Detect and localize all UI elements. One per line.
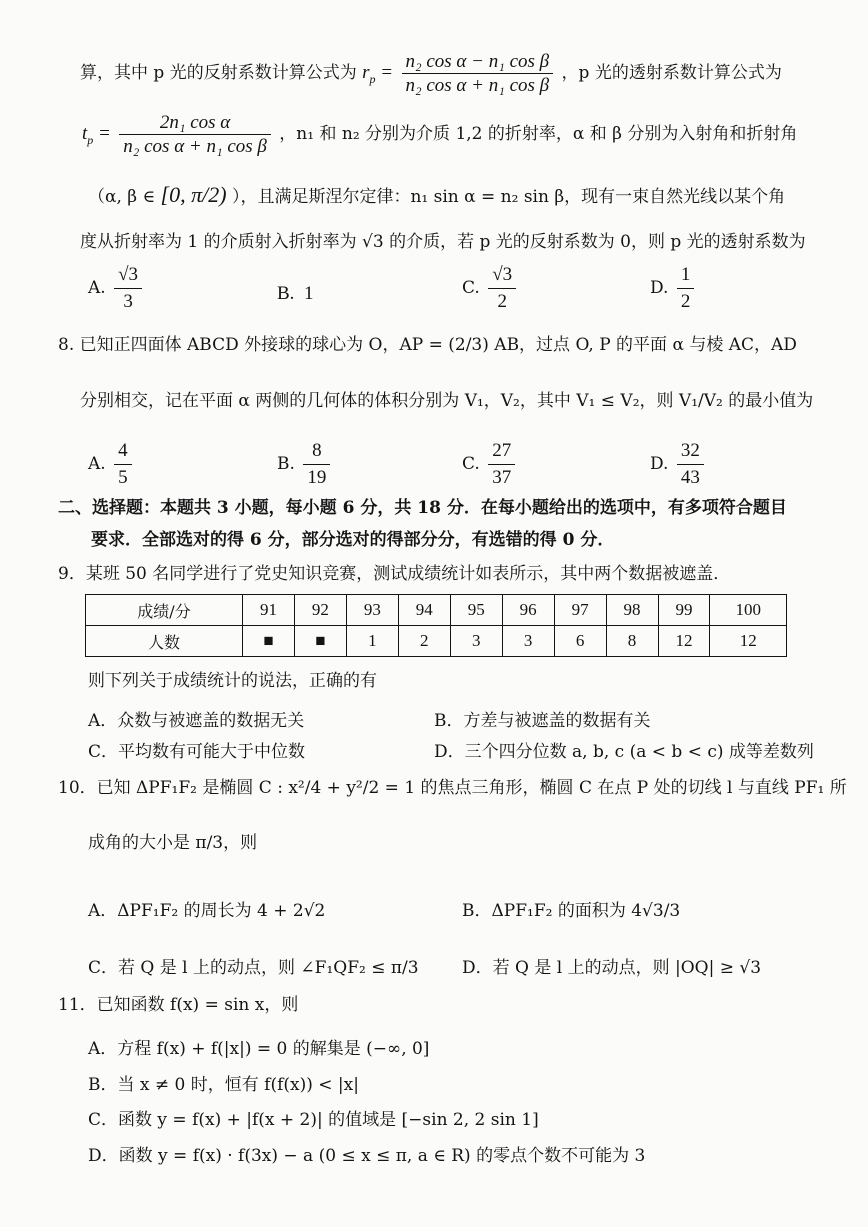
table-cell: 3 xyxy=(450,626,502,657)
reflection-fraction xyxy=(402,52,554,95)
table-cell: 96 xyxy=(502,595,554,626)
table-cell: 12 xyxy=(710,626,787,657)
q9-option-b: B．方差与被遮盖的数据有关 xyxy=(434,711,651,731)
q11-option-b: B．当 x ≠ 0 时，恒有 f(f(x)) < |x| xyxy=(88,1075,359,1095)
q11-stem: 11．已知函数 f(x) = sin x，则 xyxy=(58,995,299,1015)
q10-option-a: A．ΔPF₁F₂ 的周长为 4 + 2√2 xyxy=(88,901,326,921)
table-cell: 6 xyxy=(554,626,606,657)
q7-line1 xyxy=(80,52,782,95)
table-row xyxy=(86,626,787,657)
q8-line1: 8. 已知正四面体 ABCD 外接球的球心为 O，AP = (2/3) AB，过点 O, P 的平面 α 与棱 AC，AD xyxy=(58,335,797,355)
table-cell: 3 xyxy=(502,626,554,657)
section2-line1: 二、选择题：本题共 3 小题，每小题 6 分，共 18 分．在每小题给出的选项中，有多项符合题目 xyxy=(58,498,787,518)
q8-option-b: B. $\frac{8}{19}$ xyxy=(277,440,333,489)
table-cell: 97 xyxy=(554,595,606,626)
q8-option-d: D. $\frac{32}{43}$ xyxy=(650,440,707,489)
score-header: 成绩/分 xyxy=(86,595,243,626)
table-cell: 93 xyxy=(346,595,398,626)
transmission-denominator: n₂ cos α + n₁ cos β xyxy=(123,136,267,157)
table-cell: 1 xyxy=(346,626,398,657)
q7-line3-text-a: （α, β ∈ xyxy=(88,187,156,207)
table-cell: 92 xyxy=(294,595,346,626)
q8-line2: 分别相交，记在平面 α 两侧的几何体的体积分别为 V₁，V₂，其中 V₁ ≤ V₂，则 V₁/V₂ 的最小值为 xyxy=(80,391,814,411)
table-cell: 95 xyxy=(450,595,502,626)
q10-line2: 成角的大小是 π/3，则 xyxy=(88,833,258,853)
q7-line3-text-b: ），且满足斯涅尔定律：n₁ sin α = n₂ sin β，现有一束自然光线以某个角 xyxy=(231,187,786,207)
q10-option-b: B．ΔPF₁F₂ 的面积为 4√3/3 xyxy=(462,901,681,921)
q11-option-d: D．函数 y = f(x) · f(3x) − a (0 ≤ x ≤ π, a ∈ R) 的零点个数不可能为 3 xyxy=(88,1146,646,1166)
table-cell: 94 xyxy=(398,595,450,626)
count-header: 人数 xyxy=(86,626,243,657)
q7-line2 xyxy=(82,113,797,156)
table-cell: 91 xyxy=(243,595,295,626)
q10-option-c: C．若 Q 是 l 上的动点，则 ∠F₁QF₂ ≤ π/3 xyxy=(88,958,419,978)
q9-question: 则下列关于成绩统计的说法，正确的有 xyxy=(88,671,377,691)
q7-line4: 度从折射率为 1 的介质射入折射率为 √3 的介质，若 p 光的反射系数为 0，则 p 光的透射系数为 xyxy=(80,232,806,252)
reflection-numerator: n₂ cos α − n₁ cos β xyxy=(402,52,554,74)
q9-stem: 9．某班 50 名同学进行了党史知识竞赛，测试成绩统计如表所示，其中两个数据被遮盖． xyxy=(58,564,731,584)
table-cell: 98 xyxy=(606,595,658,626)
section2-line2: 要求．全部选对的得 6 分，部分选对的得部分分，有选错的得 0 分． xyxy=(91,530,615,550)
q9-option-c: C．平均数有可能大于中位数 xyxy=(88,742,306,762)
score-table xyxy=(85,594,787,657)
q8-option-c: C. $\frac{27}{37}$ xyxy=(462,440,518,489)
q7-option-c: C. $\frac{√3}{2}$ xyxy=(462,264,519,313)
q7-option-b: B. 1 xyxy=(277,283,314,304)
q9-option-a: A．众数与被遮盖的数据无关 xyxy=(88,711,305,731)
q8-option-a: A. $\frac{4}{5}$ xyxy=(88,440,135,489)
q11-option-c: C．函数 y = f(x) + |f(x + 2)| 的值域是 [−sin 2, 2 sin 1] xyxy=(88,1110,539,1130)
table-cell: 8 xyxy=(606,626,658,657)
table-cell: 100 xyxy=(710,595,787,626)
q10-option-d: D．若 Q 是 l 上的动点，则 |OQ| ≥ √3 xyxy=(462,958,762,978)
q10-line1: 10．已知 ΔPF₁F₂ 是椭圆 C : x²/4 + y²/2 = 1 的焦点三角形，椭圆 C 在点 P 处的切线 l 与直线 PF₁ 所 xyxy=(58,778,847,798)
masked-cell: ■ xyxy=(243,626,295,657)
q9-option-d: D．三个四分位数 a, b, c (a < b < c) 成等差数列 xyxy=(434,742,814,762)
q7-option-a: A. $\frac{√3}{3}$ xyxy=(88,264,145,313)
r-symbol: $r_p$ = xyxy=(362,62,394,86)
reflection-denominator: n₂ cos α + n₁ cos β xyxy=(405,75,550,96)
t-symbol: $t_p$ = xyxy=(82,123,111,147)
q7-line1-text-b: ，p 光的透射系数计算公式为 xyxy=(561,63,782,83)
table-row xyxy=(86,595,787,626)
q7-line2-text: ，n₁ 和 n₂ 分别为介质 1,2 的折射率，α 和 β 分别为入射角和折射角 xyxy=(279,124,798,144)
transmission-fraction xyxy=(119,113,271,156)
transmission-numerator: 2n₁ cos α xyxy=(119,113,271,135)
table-cell: 12 xyxy=(658,626,710,657)
q7-line3 xyxy=(88,184,785,206)
q7-line1-text-a: 算，其中 p 光的反射系数计算公式为 xyxy=(80,63,357,83)
angle-interval: [0, π/2) xyxy=(160,182,227,207)
q11-option-a: A．方程 f(x) + f(|x|) = 0 的解集是 (−∞, 0] xyxy=(88,1039,430,1059)
table-cell: 2 xyxy=(398,626,450,657)
q7-option-d: D. $\frac{1}{2}$ xyxy=(650,264,697,313)
table-cell: 99 xyxy=(658,595,710,626)
masked-cell: ■ xyxy=(294,626,346,657)
